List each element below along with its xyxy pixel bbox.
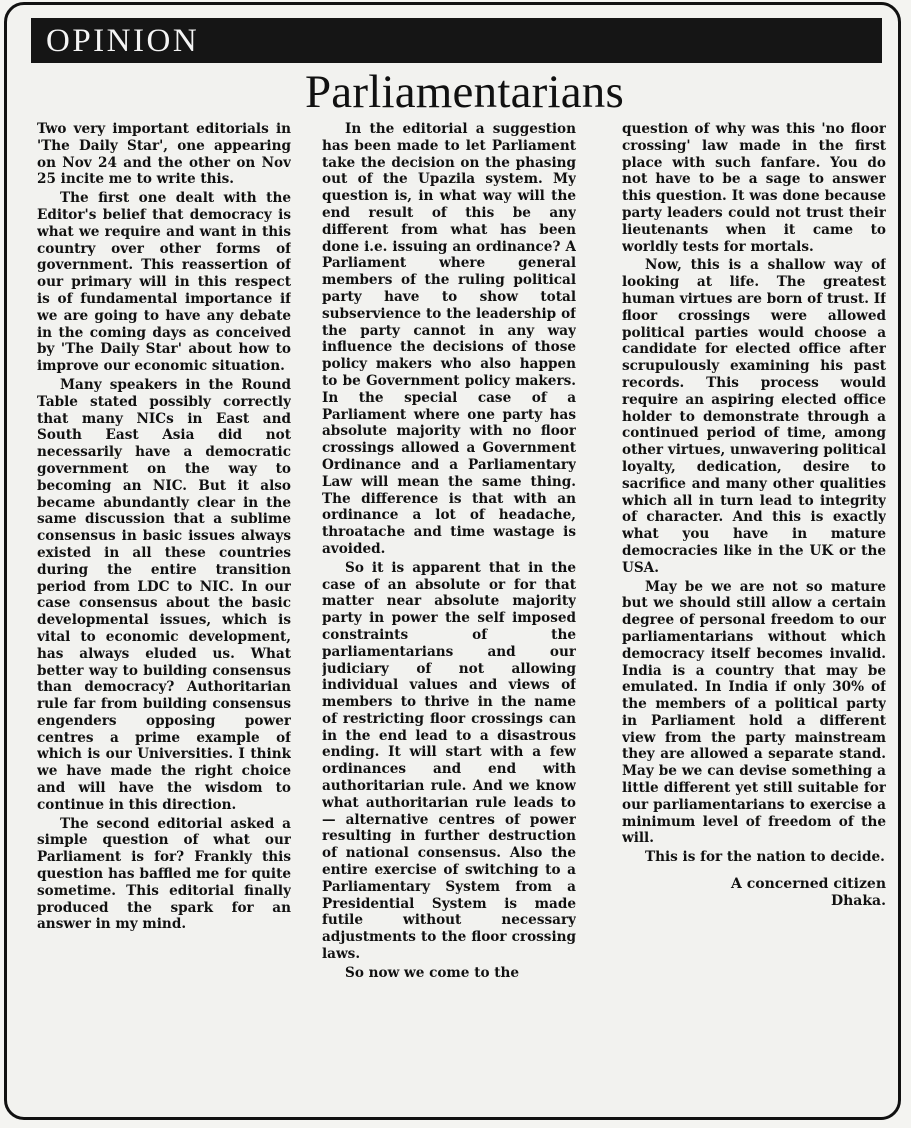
signature — [622, 876, 886, 910]
paragraph: Now, this is a shallow way of looking at life. The greatest human virtues are born of trust. If floor crossings were allowed political parties would choose a candidate for elected office after scrupulously examining his past records. This process would require an aspiring elected office holder to demonstrate through a continued period of time, among other virtues, unwavering political loyalty, dedication, desire to sacrifice and many other qualities which all in turn lead to integrity of character. And this is exactly what you have in mature democracies like in the UK or the USA. — [622, 257, 886, 576]
paragraph: In the editorial a suggestion has been made to let Parliament take the decision on the phasing out of the Upazila system. My question is, in what way will the end result of this be any different from what has been done i.e. issuing an ordinance? A Parliament where general members of the ruling political party have to show total subservience to the leadership of the party cannot in any way influence the decisions of those policy makers who also happen to be Government policy makers. In the special case of a Parliament where one party has absolute majority with no floor crossings allowed a Government Ordinance and a Parliamentary Law will mean the same thing. The difference is that with an ordinance a lot of headache, throatache and time wastage is avoided. — [322, 121, 576, 557]
article-column-2 — [322, 121, 576, 1111]
paragraph: Many speakers in the Round Table stated possibly correctly that many NICs in East and South East Asia did not necessarily have a democratic government on the way to becoming an NIC. But it also became abundantly clear in the same discussion that a sublime consensus in basic issues always existed in all these countries during the entire transition period from LDC to NIC. In our case consensus about the basic developmental issues, which is vital to economic development, has always eluded us. What better way to building consensus than democracy? Authoritarian rule far from building consensus engenders opposing power centres a prime example of which is our Universities. I think we have made the right choice and will have the wisdom to continue in this direction. — [37, 376, 291, 813]
signature-place: Dhaka. — [830, 893, 886, 910]
section-label: OPINION — [46, 23, 200, 59]
paragraph: May be we are not so mature but we should still allow a certain degree of personal freedom to our parliamentarians without which democracy itself becomes invalid. India is a country that may be emulated. In India if only 30% of the members of a political party in Parliament hold a different view from the party mainstream they are allowed a separate stand. May be we can devise something a little different yet still suitable for our parliamentarians to exercise a minimum level of freedom of the will. — [622, 578, 886, 847]
paragraph: So it is apparent that in the case of an absolute or for that matter near absolute majority party in power the self imposed constraints of the parliamentarians and our judiciary of not allowing individual values and views of members to thrive in the name of restricting floor crossings can in the end lead to a disastrous ending. It will start with a few ordinances and end with authoritarian rule. And we know what authoritarian rule leads to — alternative centres of power resulting in further destruction of national consensus. Also the entire exercise of switching to a Parliamentary System from a Presidential System is made futile without necessary adjustments to the floor crossing laws. — [322, 559, 576, 963]
paragraph: Two very important editorials in 'The Daily Star', one appearing on Nov 24 and the other on Nov 25 incite me to write this. — [37, 121, 291, 188]
paragraph: This is for the nation to decide. — [645, 849, 885, 866]
article-column-1 — [37, 121, 291, 1111]
paragraph: The second editorial asked a simple question of what our Parliament is for? Frankly this question has baffled me for quite sometime. This editorial finally produced the spark for an answer in my mind. — [37, 815, 291, 933]
paragraph: The first one dealt with the Editor's belief that democracy is what we require and want in this country over other forms of government. This reassertion of our primary will in this respect is of fundamental importance if we are going to have any debate in the coming days as conceived by 'The Daily Star' about how to improve our economic situation. — [37, 190, 291, 375]
paragraph: So now we come to the — [345, 964, 520, 981]
headline: Parliamentarians — [304, 66, 624, 118]
paragraph: question of why was this 'no floor crossing' law made in the first place with such fanfare. You do not have to be a sage to answer this question. It was done because party leaders could not trust their lieutenants when it came to worldly tests for mortals. — [622, 121, 886, 255]
section-banner — [31, 18, 882, 63]
signature-name: A concerned citizen — [731, 876, 886, 893]
article-column-3 — [622, 121, 886, 1111]
